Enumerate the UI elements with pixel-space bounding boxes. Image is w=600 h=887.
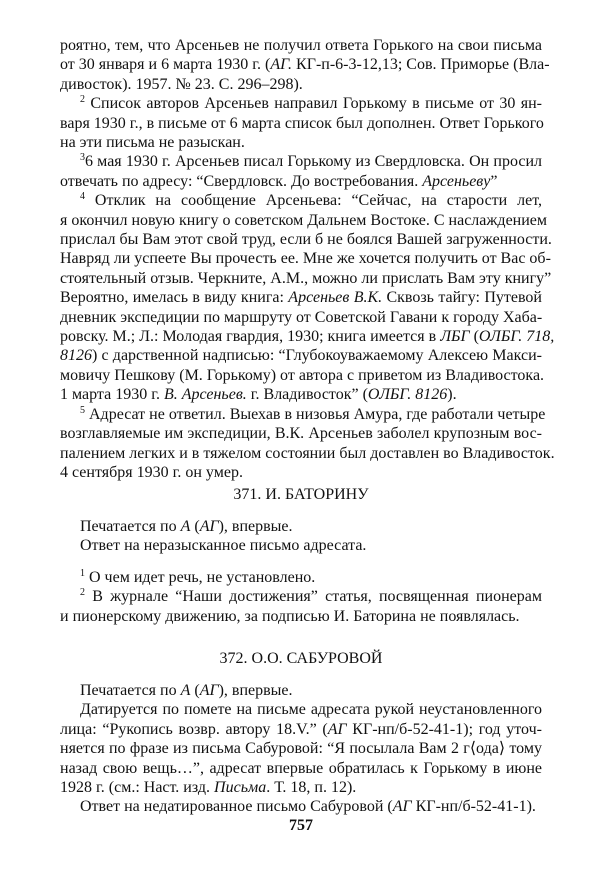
text-segment: от 30 января и 6 марта 1930 г. ( [60, 56, 271, 73]
italic-text: Арсеньев В.К. [288, 289, 383, 306]
text-line [80, 536, 542, 555]
text-segment: 1 марта 1930 г. [60, 386, 164, 403]
text-segment: я окончил новую книгу о советском Дальнем Востоке. С наслаждением [60, 212, 548, 229]
text-segment: Отклик на сообщение Арсеньева: “Сейчас, на старости лет, [85, 192, 542, 209]
text-segment: КГ-п-6-3-12,13; Сов. Приморье (Вла- [292, 56, 550, 73]
text-segment: ровску. М.; Л.: Молодая гвардия, 1930; книга имеется в [60, 328, 441, 345]
text-segment: В журнале “Наши достижения” статья, посвященная пионерам [85, 588, 542, 605]
italic-text: ОЛБГ. 718, [478, 328, 555, 345]
italic-text: АГ [199, 518, 219, 535]
text-line [60, 327, 555, 346]
text-segment: КГ-нп/б-52-41-1); год уточ- [346, 721, 542, 738]
text-line [80, 681, 542, 700]
text-segment: лица: “Рукопись возвр. автору 18.V.” ( [60, 721, 328, 738]
text-segment: дивосток). 1957. № 23. С. 296–298). [60, 76, 303, 93]
text-line [60, 778, 542, 797]
text-line [80, 700, 542, 719]
text-line [60, 249, 551, 268]
italic-text: А [180, 682, 191, 699]
text-line [80, 405, 546, 424]
italic-text: 8126 [60, 347, 92, 364]
text-line [60, 720, 542, 739]
text-segment: Вероятно, имелась в виду книга: [60, 289, 289, 306]
text-segment: Ответ на неразысканное письмо адресата. [80, 537, 367, 554]
text-segment: Печатается по [80, 518, 181, 535]
text-segment: няется по фразе из письма Сабуровой: “Я посылала Вам 2 г⟨ода⟩ тому [60, 740, 542, 757]
text-segment: стоятельный отзыв. Черкните, А.М., можно ли прислать Вам эту книгу” [60, 270, 552, 287]
italic-text: Арсеньеву [422, 173, 491, 190]
text-segment: Адресат не ответил. Выехав в низовья Амура, где работали четыре [85, 406, 546, 423]
italic-text: АГ [199, 682, 219, 699]
text-line [80, 94, 542, 113]
text-segment: О чем идет речь, не установлено. [85, 569, 316, 586]
text-line [80, 568, 542, 587]
text-line [80, 517, 542, 536]
text-line [60, 211, 548, 230]
text-segment: Датируется по помете на письме адресата рукой неустановленного [80, 701, 542, 718]
text-segment: Список авторов Арсеньев направил Горькому в письме от 30 ян- [85, 95, 542, 112]
text-line [60, 75, 542, 94]
text-line [60, 133, 542, 152]
text-line [80, 797, 542, 816]
text-segment: ” [490, 173, 498, 190]
italic-text: А [180, 518, 191, 535]
text-segment: 6 мая 1930 г. Арсеньев писал Горькому из Свердловска. Он просил [85, 153, 542, 170]
text-segment: . Т. 18, п. 12). [266, 779, 357, 796]
section-heading [60, 485, 542, 504]
text-segment: возглавляемые им экспедиции, В.К. Арсеньев заболел крупозным вос- [60, 425, 542, 442]
text-segment: КГ-нп/б-52-41-1). [411, 798, 536, 815]
text-segment: 371. И. БАТОРИНУ [233, 486, 369, 503]
text-segment: на эти письма не разыскан. [60, 134, 245, 151]
italic-text: Письма [214, 779, 267, 796]
text-segment: 1928 г. (см.: Наст. изд. [60, 779, 215, 796]
text-line [60, 607, 542, 626]
footnote-marker: 2 [80, 94, 85, 105]
text-segment: назад свою вещь…”, адресат впервые обратилась к Горькому в июне [60, 760, 542, 777]
text-line [60, 308, 542, 327]
footnote-marker: 3 [80, 152, 85, 163]
text-line [60, 424, 542, 443]
page-number: 757 [289, 817, 313, 834]
text-line [80, 587, 542, 606]
text-segment: ), впервые. [218, 518, 293, 535]
text-line [60, 759, 542, 778]
text-line [60, 269, 552, 288]
italic-text: АГ [327, 721, 347, 738]
text-line [60, 463, 542, 482]
footnote-marker: 5 [80, 405, 85, 416]
footnote-marker: 2 [80, 587, 85, 598]
italic-text: АГ. [270, 56, 293, 73]
text-segment: ( [190, 682, 200, 699]
text-segment: ) с дарственной надписью: “Глубокоуважаемому Алексею Макси- [92, 347, 542, 364]
text-line [60, 172, 542, 191]
text-line [60, 739, 542, 758]
text-line [60, 55, 550, 74]
text-segment: Ответ на недатированное письмо Сабуровой ( [80, 798, 393, 815]
italic-text: ЛБГ [440, 328, 470, 345]
text-segment: дневник экспедиции по маршруту от Советской Гавани к городу Хаба- [60, 309, 543, 326]
text-segment: ), впервые. [218, 682, 293, 699]
text-segment: Печатается по [80, 682, 181, 699]
text-segment: ( [190, 518, 200, 535]
text-segment: прислал бы Вам этот свой труд, если б не боялся Вашей загруженности. [60, 231, 552, 248]
text-segment: 4 сентября 1930 г. он умер. [60, 464, 243, 481]
text-segment: Навряд ли успеете Вы прочесть ее. Мне же хочется получить от Вас об- [60, 250, 551, 267]
text-line [60, 346, 542, 365]
text-segment: Сквозь тайгу: Путевой [382, 289, 542, 306]
text-line [60, 444, 555, 463]
text-segment: ( [469, 328, 479, 345]
text-segment: палением легких и в тяжелом состоянии был доставлен во Владивосток. [60, 445, 555, 462]
italic-text: ОЛБГ. 8126 [367, 386, 448, 403]
text-line [60, 114, 542, 133]
text-line [60, 366, 545, 385]
footnote-marker: 4 [80, 191, 85, 202]
text-segment: ). [447, 386, 457, 403]
footnote-marker: 1 [80, 568, 85, 579]
text-segment: 372. О.О. САБУРОВОЙ [219, 650, 383, 667]
text-segment: г. Владивосток” ( [246, 386, 368, 403]
section-heading [60, 649, 542, 668]
text-line [60, 36, 542, 55]
text-line [80, 152, 542, 171]
text-line [60, 230, 552, 249]
text-line [60, 288, 542, 307]
text-segment: роятно, тем, что Арсеньев не получил ответа Горького на свои письма [60, 37, 542, 54]
italic-text: В. Арсеньев. [163, 386, 247, 403]
italic-text: АГ [392, 798, 412, 815]
text-segment: мовичу Пешкову (М. Горькому) от автора с приветом из Владивостока. [60, 367, 545, 384]
text-segment: отвечать по адресу: “Свердловск. До востребования. [60, 173, 423, 190]
text-line [80, 191, 542, 210]
text-segment: и пионерскому движению, за подписью И. Баторина не появлялась. [60, 608, 520, 625]
text-segment: варя 1930 г., в письме от 6 марта список был дополнен. Ответ Горького [60, 115, 544, 132]
text-line [60, 385, 542, 404]
